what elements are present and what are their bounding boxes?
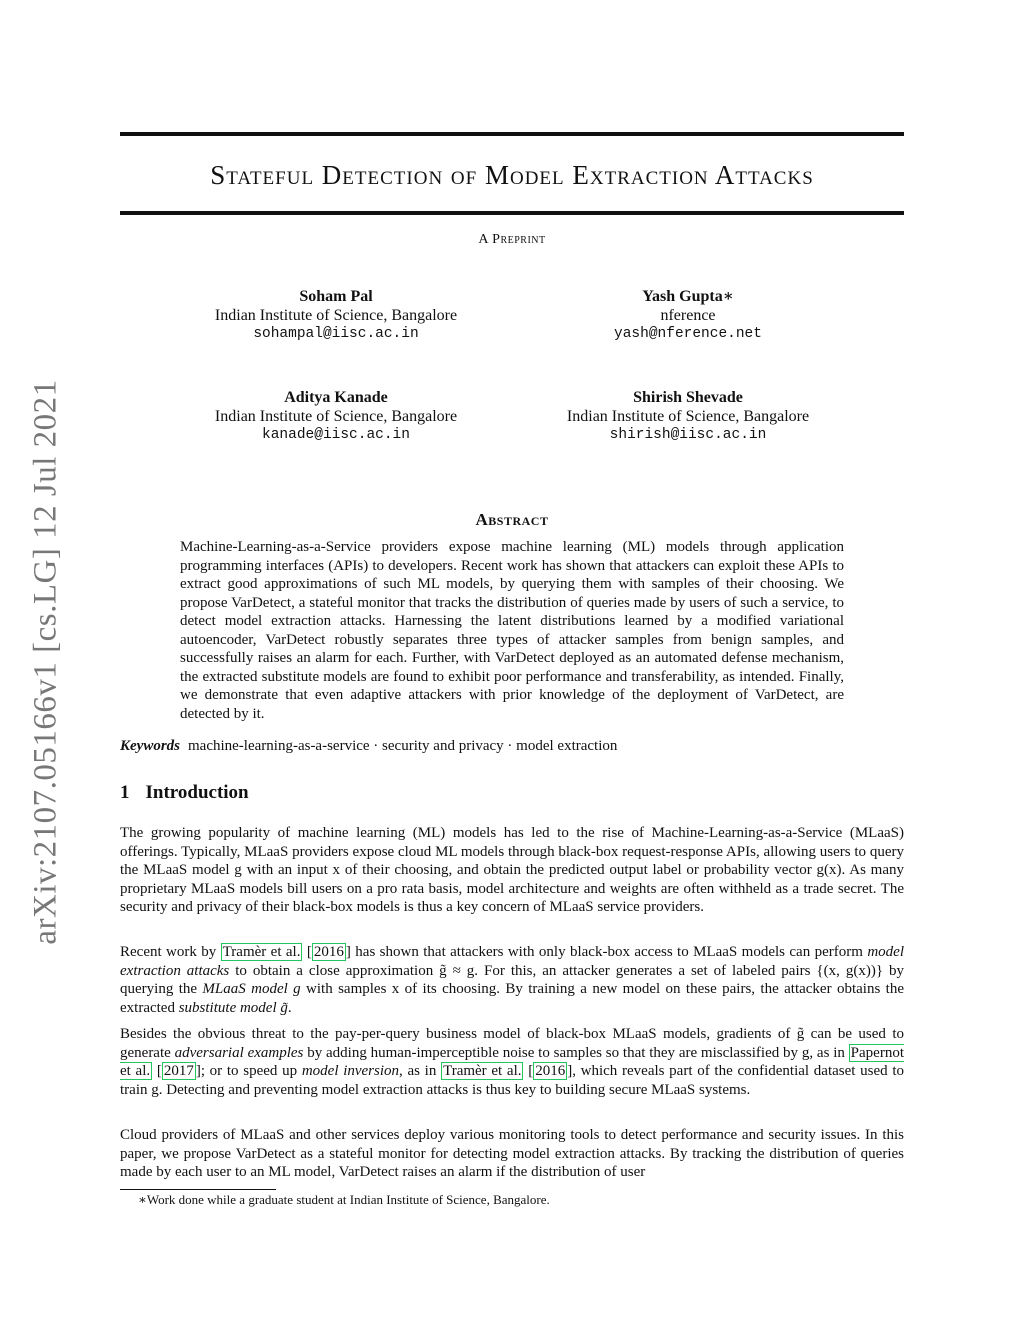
section-number: 1 (120, 782, 130, 803)
text-run: , as in (399, 1063, 442, 1079)
author-block (528, 287, 848, 344)
paragraph-3: Besides the obvious threat to the pay-per-query business model of black-box MLaaS models, gradients of g̃ can be used to generate adversarial examples by adding human-imperceptible noise to samples so that they are misclassified by g, as in Papernot et al. [ 2017 ]; or to speed up model inversion, as in Tramèr et al. [ 2016 ], which reveals part of the confidential dataset used to train g. Detecting and preventing model extraction attacks is thus key to building secure MLaaS systems. (120, 1026, 905, 1098)
abstract-text: Machine-Learning-as-a-Service providers expose machine learning (ML) models through application programming interfaces (APIs) to developers. Recent work has shown that attackers can exploit these APIs to extract good approximations of such ML models, by querying them with samples of their choosing. We propose VarDetect, a stateful monitor that tracks the distribution of queries made by users of such a service, to detect model extraction attacks. Harnessing the latent distributions learned by a modified variational autoencoder, VarDetect robustly separates three types of attacker samples from benign samples, and successfully raises an alarm for each. Further, with VarDetect deployed as an automated defense mechanism, the extracted substitute models are found to exhibit poor performance and transferability, as intended. Finally, we demonstrate that even adaptive attackers with prior knowledge of the deployment of VarDetect, are detected by it. (180, 539, 844, 722)
emphasis-text: substitute model g̃ (178, 999, 288, 1016)
section-heading (120, 782, 249, 804)
paper-title: Stateful Detection of Model Extraction Attacks (210, 160, 814, 190)
abstract-heading: Abstract (475, 510, 549, 529)
author-email[interactable]: yash@nference.net (614, 326, 762, 342)
keywords-line (120, 738, 904, 755)
text-run: Recent work by (120, 944, 221, 960)
text-run: has shown that attackers with only black-box access to MLaaS models can perform (350, 944, 868, 960)
author-affiliation: Indian Institute of Science, Bangalore (214, 307, 458, 324)
author-affiliation: Indian Institute of Science, Bangalore (566, 408, 810, 425)
author-affiliation: Indian Institute of Science, Bangalore (214, 408, 458, 425)
text-run: Besides the obvious threat to the pay-per-query business model of black-box MLaaS models, gradients of g̃ can be used to generate (120, 1026, 904, 1061)
citation-year-link[interactable]: 2016 (535, 1063, 566, 1079)
title-bottom-rule (120, 211, 904, 215)
emphasis-text: model extraction attacks (120, 944, 904, 979)
footnote-rule (120, 1189, 276, 1190)
text-run: with samples x of its choosing. By training a new model on these pairs, the attacker obtains the extracted (120, 981, 904, 1016)
author-name: Aditya Kanade (284, 389, 388, 406)
author-name: Shirish Shevade (633, 389, 743, 406)
author-email[interactable]: shirish@iisc.ac.in (609, 427, 767, 443)
paragraph-2: Recent work by Tramèr et al. [ 2016 ] has shown that attackers with only black-box access to MLaaS models can perform model extraction attacks to obtain a close approximation g̃ ≈ g. For this, an attacker generates a set of labeled pairs {(x, g(x))} by querying the MLaaS model g with samples x of its choosing. By training a new model on these pairs, the attacker obtains the extracted substitute model g̃. (120, 944, 904, 1016)
arxiv-identifier: arXiv:2107.05166v1 [cs.LG] 12 Jul 2021 (27, 379, 64, 945)
keywords-text: machine-learning-as-a-service · security and privacy · model extraction (188, 738, 618, 754)
title-top-rule (120, 132, 904, 136)
emphasis-text: MLaaS model g (202, 981, 301, 997)
author-block (176, 388, 496, 445)
text-run: ; or to speed up (200, 1063, 302, 1079)
author-name: Yash Gupta∗ (642, 288, 734, 305)
section-title: Introduction (145, 782, 249, 803)
preprint-label: A Preprint (478, 232, 546, 247)
author-email[interactable]: kanade@iisc.ac.in (262, 427, 410, 443)
text-run: . (287, 999, 292, 1016)
paragraph-4: Cloud providers of MLaaS and other services deploy various monitoring tools to detect performance and security issues. In this paper, we propose VarDetect as a stateful monitor for detecting model extraction attacks. By tracking the distribution of queries made by each user to an ML model, VarDetect raises an alarm if the distribution of user (120, 1127, 904, 1180)
emphasis-text: adversarial examples (174, 1044, 304, 1061)
citation-year-link[interactable]: 2017 (163, 1063, 194, 1079)
author-block (528, 388, 848, 445)
author-block (176, 287, 496, 344)
author-affiliation: nference (660, 307, 716, 324)
author-name: Soham Pal (299, 288, 373, 305)
paragraph-1: The growing popularity of machine learning (ML) models has led to the rise of Machine-Learning-as-a-Service (MLaaS) offerings. Typically, MLaaS providers expose cloud ML models through black-box request-response APIs, allowing users to query the MLaaS model g with an input x of their choosing, and obtain the predicted output label or probability vector g(x). As many proprietary MLaaS models bill users on a pro rata basis, model architecture and weights are often withheld as a trade secret. The security and privacy of their black-box models is thus a key concern of MLaaS service providers. (120, 825, 904, 915)
citation-year-link[interactable]: 2016 (313, 944, 344, 960)
text-run: to obtain a close approximation g̃ ≈ g. For this, an attacker generates a set of labeled pairs {(x, g(x))} by querying the (120, 962, 904, 997)
keywords-label: Keywords (120, 738, 180, 754)
citation-link[interactable]: Tramèr et al. (443, 1063, 522, 1079)
author-email[interactable]: sohampal@iisc.ac.in (253, 326, 419, 342)
text-run: , which reveals part of the confidential dataset used to train g. Detecting and preventing model extraction attacks is thus key to building secure MLaaS systems. (120, 1063, 905, 1098)
citation-link[interactable]: Tramèr et al. (222, 944, 301, 960)
citation-link[interactable]: Papernot et al. (120, 1044, 904, 1079)
footnote: ∗Work done while a graduate student at Indian Institute of Science, Bangalore. (138, 1192, 550, 1207)
text-run: by adding human-imperceptible noise to samples so that they are misclassified by g, as in (303, 1044, 849, 1061)
emphasis-text: model inversion (301, 1063, 400, 1079)
